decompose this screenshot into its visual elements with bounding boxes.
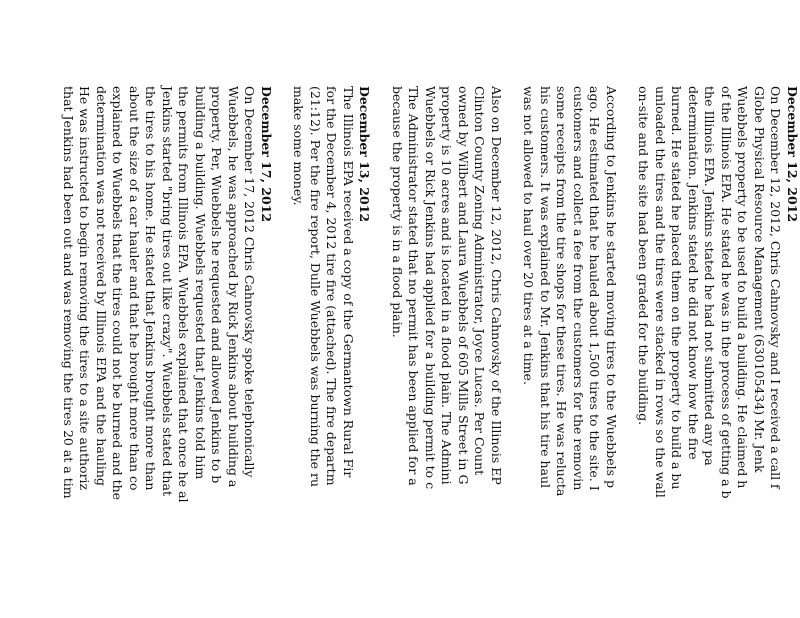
rotated-document-page <box>61 40 800 618</box>
paragraph-fire-report: The Illinois EPA received a copy of the Germantown Rural Fir for the December 4, 2012 tire fire (attached). The fire departm (21:12). Per the fire report, Dulle Wuebbels was burning the ru make some money. <box>291 86 356 488</box>
paragraph-phone-call: On December 17, 2012 Chris Cahnovsky spoke telephonically Wuebbels, he was approached by Rick Jenkins about building a property. Per, Wuebbels he requested and allowed Jenkins to b building a building. Wuebbels requested that Jenkins told him the permits from Illinois EPA. Wuebbels explained that once he al Jenkins started "bring tires out like crazy". Wuebbels stated that the tires to his home. He stated that Jenkins brought more than about the size of a car hauler and that he brought more than co explained to Wuebbels that the tires could not be burned and the determination was not received by Illinois EPA and the hauling He was instructed to begin removing the tires to a site authoriz that Jenkins had been out and was removing the tires 20 at a tim <box>61 86 258 503</box>
section-heading: December 12, 2012 <box>785 86 800 223</box>
paragraph-tire-hauling: According to Jenkins he started moving tires to the Wuebbels p ago. He estimated that he hauled about 1,500 tires to the site. I customers and collect a fee from the customers for the removin some receipts from the tire shops for these tires. He was relucta his customers. It was explained to Mr. Jenkins that his tire haul was not allowed to haul over 20 tires at a time. <box>521 86 619 497</box>
section-december-17 <box>60 86 275 618</box>
section-december-12 <box>389 86 800 618</box>
section-december-13 <box>290 86 373 618</box>
paragraph-zoning-administrator: Also on December 12, 2012, Chris Cahnovsky of the Illinois EP Clinton County Zoning Administrator, Joyce Lucas. Per Count owned by Wilbert and Laura Wuebbels of 605 Mills Street in G property is 10 acres and is located in a flood plain. The Admini Wuebbels or Rick Jenkins had applied for a building permit to c The Administrator stated that no permit has been applied for a because the property is in a flood plain. <box>390 86 504 490</box>
paragraph-call-received: On December 12, 2012, Chris Cahnovsky and I received a call f Globe Physical Resource Management (630105434) Mr. Jenk Wuebbels property to be used to build a building. He claimed h of the Illinois EPA. He stated he was in the process of getting a b the Illinois EPA. Jenkins stated he had not submitted any pa determination. Jenkins stated he did not know how the fire burned. He stated he placed them on the property to build a bu unloaded the tires and the tires were stacked in rows so the wall on-site and the site had been graded for the building. <box>636 86 784 499</box>
section-heading: December 13, 2012 <box>357 86 373 223</box>
section-heading: December 17, 2012 <box>259 86 274 223</box>
